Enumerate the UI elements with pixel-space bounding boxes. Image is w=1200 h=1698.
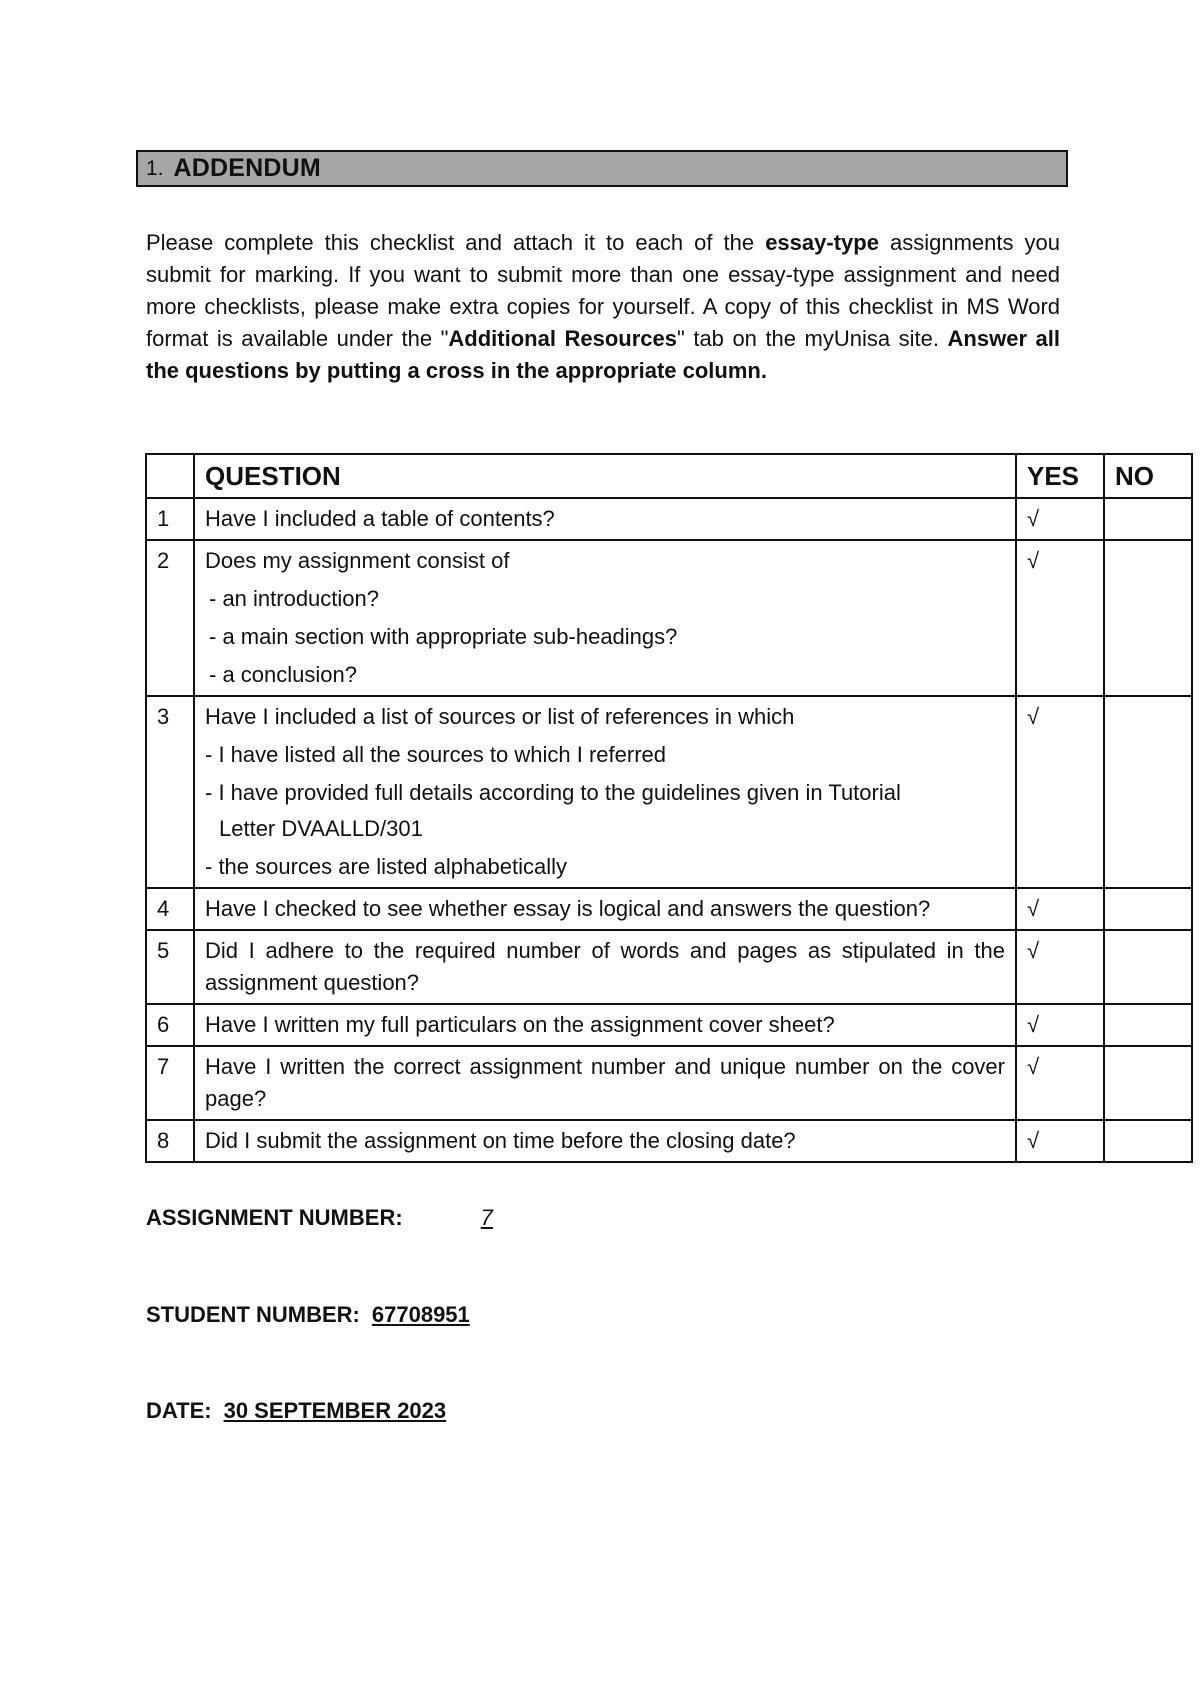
no-cell[interactable] bbox=[1104, 1004, 1192, 1046]
question-line: Have I included a table of contents? bbox=[205, 506, 555, 531]
table-row bbox=[146, 888, 1192, 930]
no-cell[interactable] bbox=[1104, 498, 1192, 540]
question-line: Have I included a list of sources or list of references in which bbox=[205, 704, 795, 729]
date-label: DATE: bbox=[146, 1398, 212, 1423]
no-cell[interactable] bbox=[1104, 888, 1192, 930]
section-heading bbox=[136, 150, 1068, 187]
student-number-value[interactable]: 67708951 bbox=[371, 1302, 470, 1327]
student-number-label: STUDENT NUMBER: bbox=[146, 1302, 360, 1327]
row-number: 4 bbox=[146, 888, 194, 930]
row-number: 2 bbox=[146, 540, 194, 696]
question-subline: - I have provided full details according to the guidelines given in Tutorial bbox=[205, 780, 901, 805]
table-row bbox=[146, 1046, 1192, 1120]
header-num bbox=[146, 454, 194, 498]
section-title: ADDENDUM bbox=[173, 154, 321, 182]
row-number: 5 bbox=[146, 930, 194, 1004]
yes-cell[interactable]: √ bbox=[1016, 1046, 1104, 1120]
row-question bbox=[194, 888, 1016, 930]
intro-text-2: assignments you submit for marking. If you want to submit more than one essay-type assignment and need more checklists, please make extra copies for yourself. A copy of this checklist in MS Word format is available under the " bbox=[146, 230, 1060, 351]
question-line: Have I checked to see whether essay is logical and answers the question? bbox=[205, 896, 931, 921]
table-header-row bbox=[146, 454, 1192, 498]
student-number-field bbox=[146, 1302, 470, 1328]
yes-cell[interactable]: √ bbox=[1016, 1004, 1104, 1046]
intro-bold-essay-type: essay-type bbox=[765, 230, 879, 255]
table-row bbox=[146, 1004, 1192, 1046]
question-line: Does my assignment consist of bbox=[205, 548, 510, 573]
intro-bold-additional-resources: Additional Resources bbox=[448, 326, 677, 351]
row-question bbox=[194, 1046, 1016, 1120]
yes-cell[interactable]: √ bbox=[1016, 930, 1104, 1004]
section-number: 1. bbox=[146, 156, 164, 180]
row-question bbox=[194, 930, 1016, 1004]
yes-cell[interactable]: √ bbox=[1016, 1120, 1104, 1162]
row-question bbox=[194, 540, 1016, 696]
question-line: Have I written the correct assignment number and unique number on the cover page? bbox=[205, 1054, 1005, 1111]
row-question bbox=[194, 1004, 1016, 1046]
row-number: 1 bbox=[146, 498, 194, 540]
no-cell[interactable] bbox=[1104, 540, 1192, 696]
question-subline: - a conclusion? bbox=[209, 662, 357, 687]
no-cell[interactable] bbox=[1104, 696, 1192, 888]
header-question: QUESTION bbox=[194, 454, 1016, 498]
question-subline: - an introduction? bbox=[209, 586, 379, 611]
row-number: 3 bbox=[146, 696, 194, 888]
row-question bbox=[194, 498, 1016, 540]
table-row bbox=[146, 696, 1192, 888]
intro-text-3: " tab on the myUnisa site. bbox=[676, 326, 948, 351]
intro-bold-instruction: Answer all the questions by putting a cross in the appropriate column. bbox=[146, 326, 1061, 383]
no-cell[interactable] bbox=[1104, 1046, 1192, 1120]
row-number: 8 bbox=[146, 1120, 194, 1162]
yes-cell[interactable]: √ bbox=[1016, 540, 1104, 696]
header-yes: YES bbox=[1016, 454, 1104, 498]
yes-cell[interactable]: √ bbox=[1016, 888, 1104, 930]
header-no: NO bbox=[1104, 454, 1192, 498]
question-line: Did I submit the assignment on time before the closing date? bbox=[205, 1128, 796, 1153]
question-subline: - I have listed all the sources to which I referred bbox=[205, 742, 666, 767]
question-subline: - a main section with appropriate sub-headings? bbox=[209, 624, 678, 649]
question-subline: - the sources are listed alphabetically bbox=[205, 854, 567, 879]
intro-paragraph bbox=[146, 227, 1060, 387]
table-row bbox=[146, 498, 1192, 540]
table-row bbox=[146, 540, 1192, 696]
table-row bbox=[146, 1120, 1192, 1162]
row-question bbox=[194, 1120, 1016, 1162]
no-cell[interactable] bbox=[1104, 1120, 1192, 1162]
no-cell[interactable] bbox=[1104, 930, 1192, 1004]
date-value[interactable]: 30 SEPTEMBER 2023 bbox=[223, 1398, 447, 1423]
table-row bbox=[146, 930, 1192, 1004]
assignment-number-field bbox=[146, 1205, 493, 1231]
row-number: 7 bbox=[146, 1046, 194, 1120]
question-line: Have I written my full particulars on the assignment cover sheet? bbox=[205, 1012, 835, 1037]
assignment-number-value[interactable]: 7 bbox=[480, 1205, 493, 1230]
question-subline-continued: Letter DVAALLD/301 bbox=[219, 816, 423, 841]
date-field bbox=[146, 1398, 446, 1424]
intro-text-1: Please complete this checklist and attach it to each of the bbox=[146, 230, 766, 255]
row-number: 6 bbox=[146, 1004, 194, 1046]
yes-cell[interactable]: √ bbox=[1016, 696, 1104, 888]
yes-cell[interactable]: √ bbox=[1016, 498, 1104, 540]
assignment-number-label: ASSIGNMENT NUMBER: bbox=[146, 1205, 403, 1230]
checklist-table bbox=[145, 453, 1193, 1163]
question-line: Did I adhere to the required number of words and pages as stipulated in the assignment question? bbox=[205, 938, 1005, 995]
row-question bbox=[194, 696, 1016, 888]
